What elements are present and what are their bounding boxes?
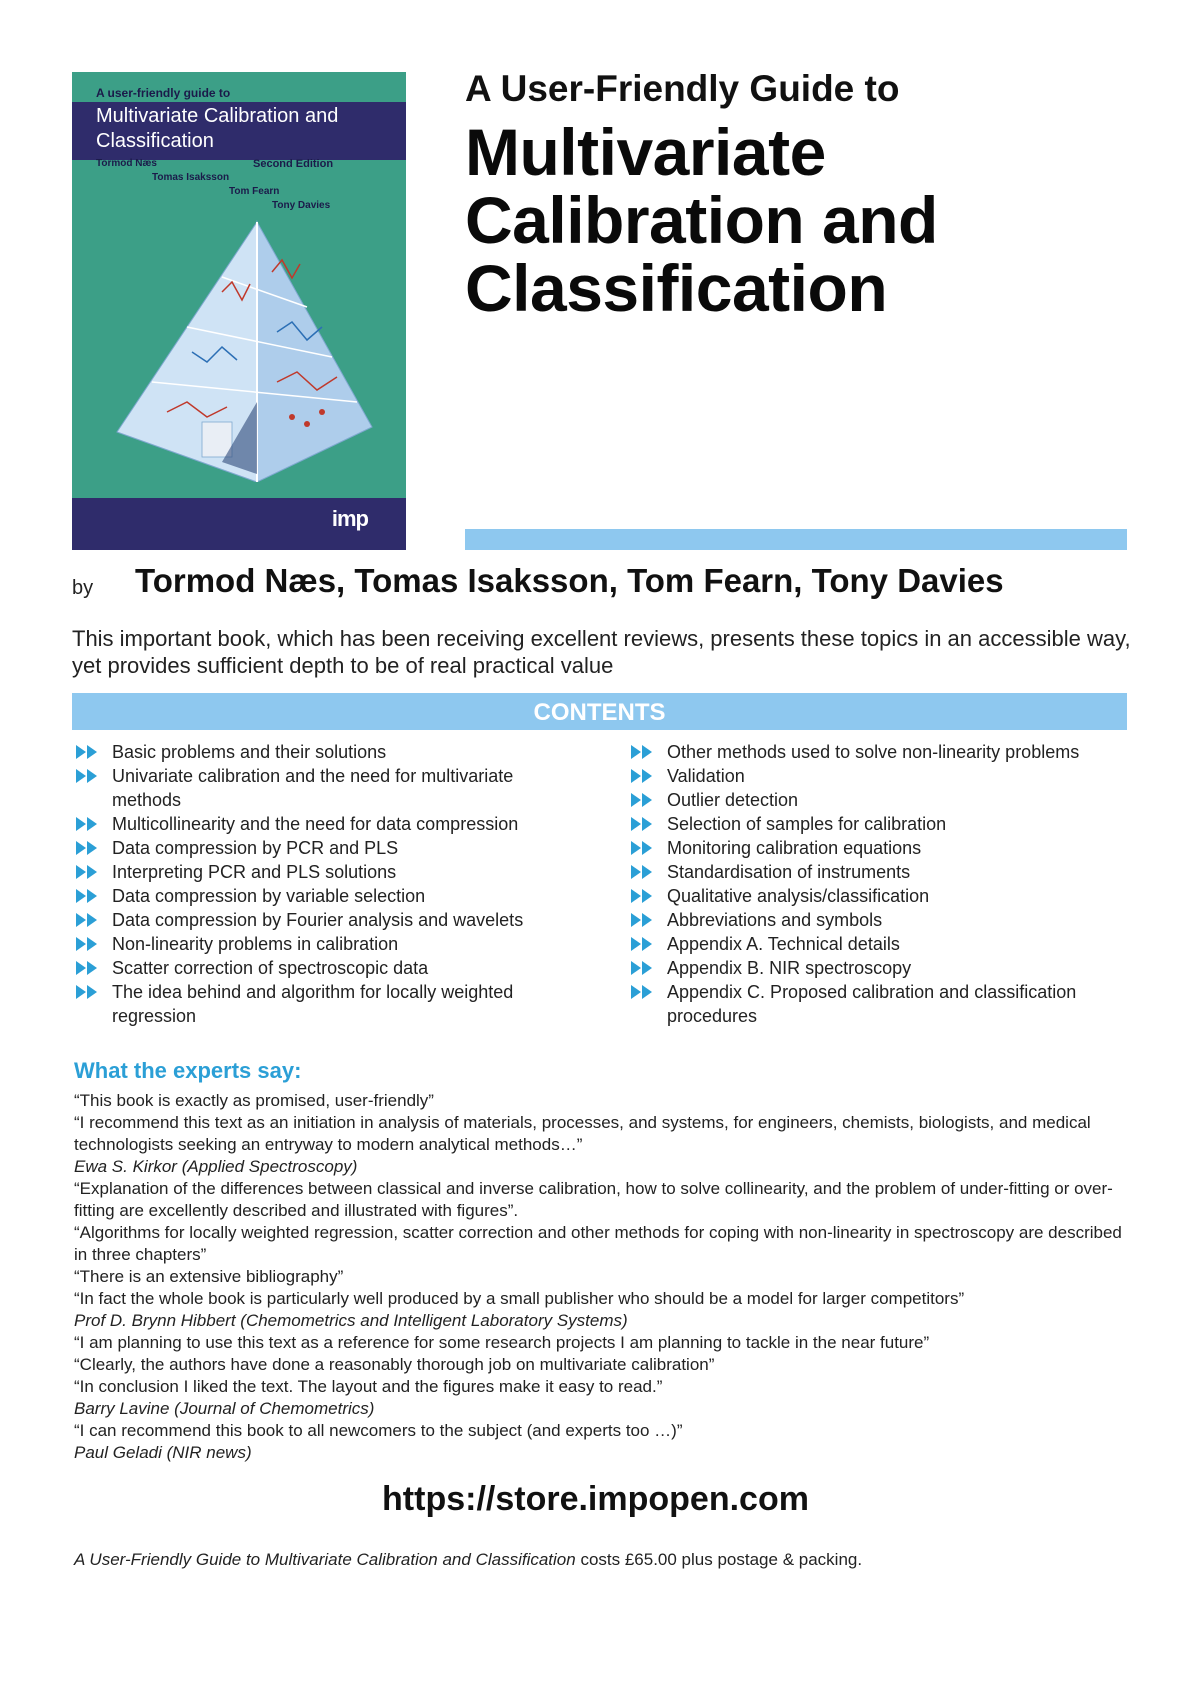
quote-text: “In fact the whole book is particularly well produced by a small publisher who should be a model for larger competitors” [74, 1289, 965, 1308]
by-label: by [72, 577, 94, 599]
contents-item-label: Data compression by Fourier analysis and wavelets [112, 910, 524, 930]
double-chevron-right-icon [76, 961, 100, 975]
contents-item-label: Appendix C. Proposed calibration and classification procedures [667, 982, 1077, 1026]
contents-item-label: Outlier detection [667, 790, 799, 810]
contents-item [76, 956, 566, 980]
contents-item [631, 884, 1131, 908]
contents-item-label: Basic problems and their solutions [112, 742, 387, 762]
cover-edition: Second Edition [253, 158, 334, 170]
contents-item [76, 884, 566, 908]
quote-text: “In conclusion I liked the text. The layout and the figures make it easy to read.” [74, 1377, 663, 1396]
contents-item-label: Validation [667, 766, 745, 786]
double-chevron-right-icon [631, 913, 655, 927]
contents-item-label: Univariate calibration and the need for multivariate methods [112, 766, 514, 810]
contents-item-label: Standardisation of instruments [667, 862, 911, 882]
quote-citation: Prof D. Brynn Hibbert (Chemometrics and Intelligent Laboratory Systems) [74, 1311, 628, 1330]
title-divider [465, 529, 1127, 550]
quote-text: “Explanation of the differences between classical and inverse calibration, how to solve collinearity, and the problem of under-fitting or over-fitting are excellently described and illustrated with figures”. [74, 1179, 1113, 1220]
double-chevron-right-icon [631, 889, 655, 903]
pyramid-illustration [72, 212, 406, 482]
publisher-logo: imp [331, 506, 368, 531]
experts-heading: What the experts say: [74, 1058, 302, 1083]
double-chevron-right-icon [76, 841, 100, 855]
double-chevron-right-icon [631, 745, 655, 759]
double-chevron-right-icon [631, 817, 655, 831]
double-chevron-right-icon [631, 841, 655, 855]
contents-item [631, 764, 1131, 788]
contents-item [76, 980, 566, 1028]
contents-item [76, 860, 566, 884]
title-subheading: A User-Friendly Guide to [465, 68, 900, 109]
cover-author: Tormod Næs [96, 158, 157, 169]
contents-item [631, 788, 1131, 812]
contents-item [76, 764, 566, 812]
book-cover [72, 72, 406, 550]
contents-item-label: Interpreting PCR and PLS solutions [112, 862, 397, 882]
double-chevron-right-icon [631, 769, 655, 783]
double-chevron-right-icon [631, 961, 655, 975]
contents-item [76, 812, 566, 836]
double-chevron-right-icon [631, 865, 655, 879]
contents-item-label: Scatter correction of spectroscopic data [112, 958, 429, 978]
cover-band-title: Multivariate Calibration and Classification [96, 105, 339, 152]
contents-item-label: Non-linearity problems in calibration [112, 934, 399, 954]
double-chevron-right-icon [76, 769, 100, 783]
contents-item-label: The idea behind and algorithm for locally weighted regression [112, 982, 514, 1026]
double-chevron-right-icon [76, 985, 100, 999]
cover-author: Tom Fearn [229, 186, 280, 197]
double-chevron-right-icon [631, 985, 655, 999]
cover-author: Tomas Isaksson [152, 172, 230, 183]
contents-item [631, 956, 1131, 980]
quote-citation: Ewa S. Kirkor (Applied Spectroscopy) [74, 1157, 358, 1176]
double-chevron-right-icon [76, 865, 100, 879]
double-chevron-right-icon [631, 937, 655, 951]
quote-text: “Algorithms for locally weighted regression, scatter correction and other methods for coping with non-linearity in spectroscopy are described in three chapters” [74, 1223, 1122, 1264]
title-line: Calibration and [465, 183, 938, 257]
contents-list-left [76, 740, 566, 1028]
quote-text: “Clearly, the authors have done a reasonably thorough job on multivariate calibration” [74, 1355, 715, 1374]
contents-item-label: Monitoring calibration equations [667, 838, 922, 858]
page-title [465, 115, 1105, 325]
contents-item-label: Selection of samples for calibration [667, 814, 947, 834]
double-chevron-right-icon [76, 913, 100, 927]
contents-item [631, 860, 1131, 884]
contents-banner [72, 693, 1127, 730]
contents-item-label: Abbreviations and symbols [667, 910, 883, 930]
contents-item-label: Appendix B. NIR spectroscopy [667, 958, 912, 978]
experts-quotes [74, 1090, 1134, 1464]
contents-item [76, 908, 566, 932]
contents-item [76, 740, 566, 764]
contents-list-right [631, 740, 1131, 1028]
intro-paragraph: This important book, which has been receiving excellent reviews, presents these topics in an accessible way, yet provides sufficient depth to be of real practical value [72, 626, 1131, 678]
contents-item [631, 740, 1131, 764]
cover-small-title: A user-friendly guide to [96, 86, 231, 100]
store-url[interactable]: https://store.impopen.com [382, 1480, 809, 1518]
price-line [74, 1550, 862, 1570]
contents-item [631, 980, 1131, 1028]
price-book-name: A User-Friendly Guide to Multivariate Calibration and Classification [74, 1550, 576, 1569]
double-chevron-right-icon [76, 889, 100, 903]
cover-author: Tony Davies [272, 200, 331, 211]
author-list: Tormod Næs, Tomas Isaksson, Tom Fearn, Tony Davies [135, 562, 1004, 599]
quote-text: “I recommend this text as an initiation in analysis of materials, processes, and systems, for engineers, chemists, biologists, and medical technologists seeking an entryway to modern analytical methods…” [74, 1113, 1091, 1154]
contents-item-label: Appendix A. Technical details [667, 934, 900, 954]
quote-text: “I am planning to use this text as a reference for some research projects I am planning to tackle in the near future” [74, 1333, 930, 1352]
double-chevron-right-icon [76, 817, 100, 831]
contents-item [631, 812, 1131, 836]
double-chevron-right-icon [76, 745, 100, 759]
quote-citation: Barry Lavine (Journal of Chemometrics) [74, 1399, 375, 1418]
title-line: Classification [465, 251, 888, 325]
contents-item [76, 932, 566, 956]
contents-heading: CONTENTS [533, 699, 666, 726]
price-text: costs £65.00 plus postage & packing. [575, 1550, 863, 1569]
contents-item [631, 932, 1131, 956]
double-chevron-right-icon [631, 793, 655, 807]
contents-item [631, 836, 1131, 860]
quote-text: “This book is exactly as promised, user-friendly” [74, 1091, 434, 1110]
contents-item [631, 908, 1131, 932]
title-line: Multivariate [465, 115, 826, 189]
double-chevron-right-icon [76, 937, 100, 951]
quote-text: “I can recommend this book to all newcomers to the subject (and experts too …)” [74, 1421, 683, 1440]
quote-text: “There is an extensive bibliography” [74, 1267, 344, 1286]
contents-item-label: Multicollinearity and the need for data compression [112, 814, 519, 834]
contents-item-label: Data compression by PCR and PLS [112, 838, 399, 858]
contents-item-label: Data compression by variable selection [112, 886, 426, 906]
quote-citation: Paul Geladi (NIR news) [74, 1443, 252, 1462]
contents-item-label: Qualitative analysis/classification [667, 886, 930, 906]
contents-item-label: Other methods used to solve non-linearity problems [667, 742, 1080, 762]
contents-item [76, 836, 566, 860]
